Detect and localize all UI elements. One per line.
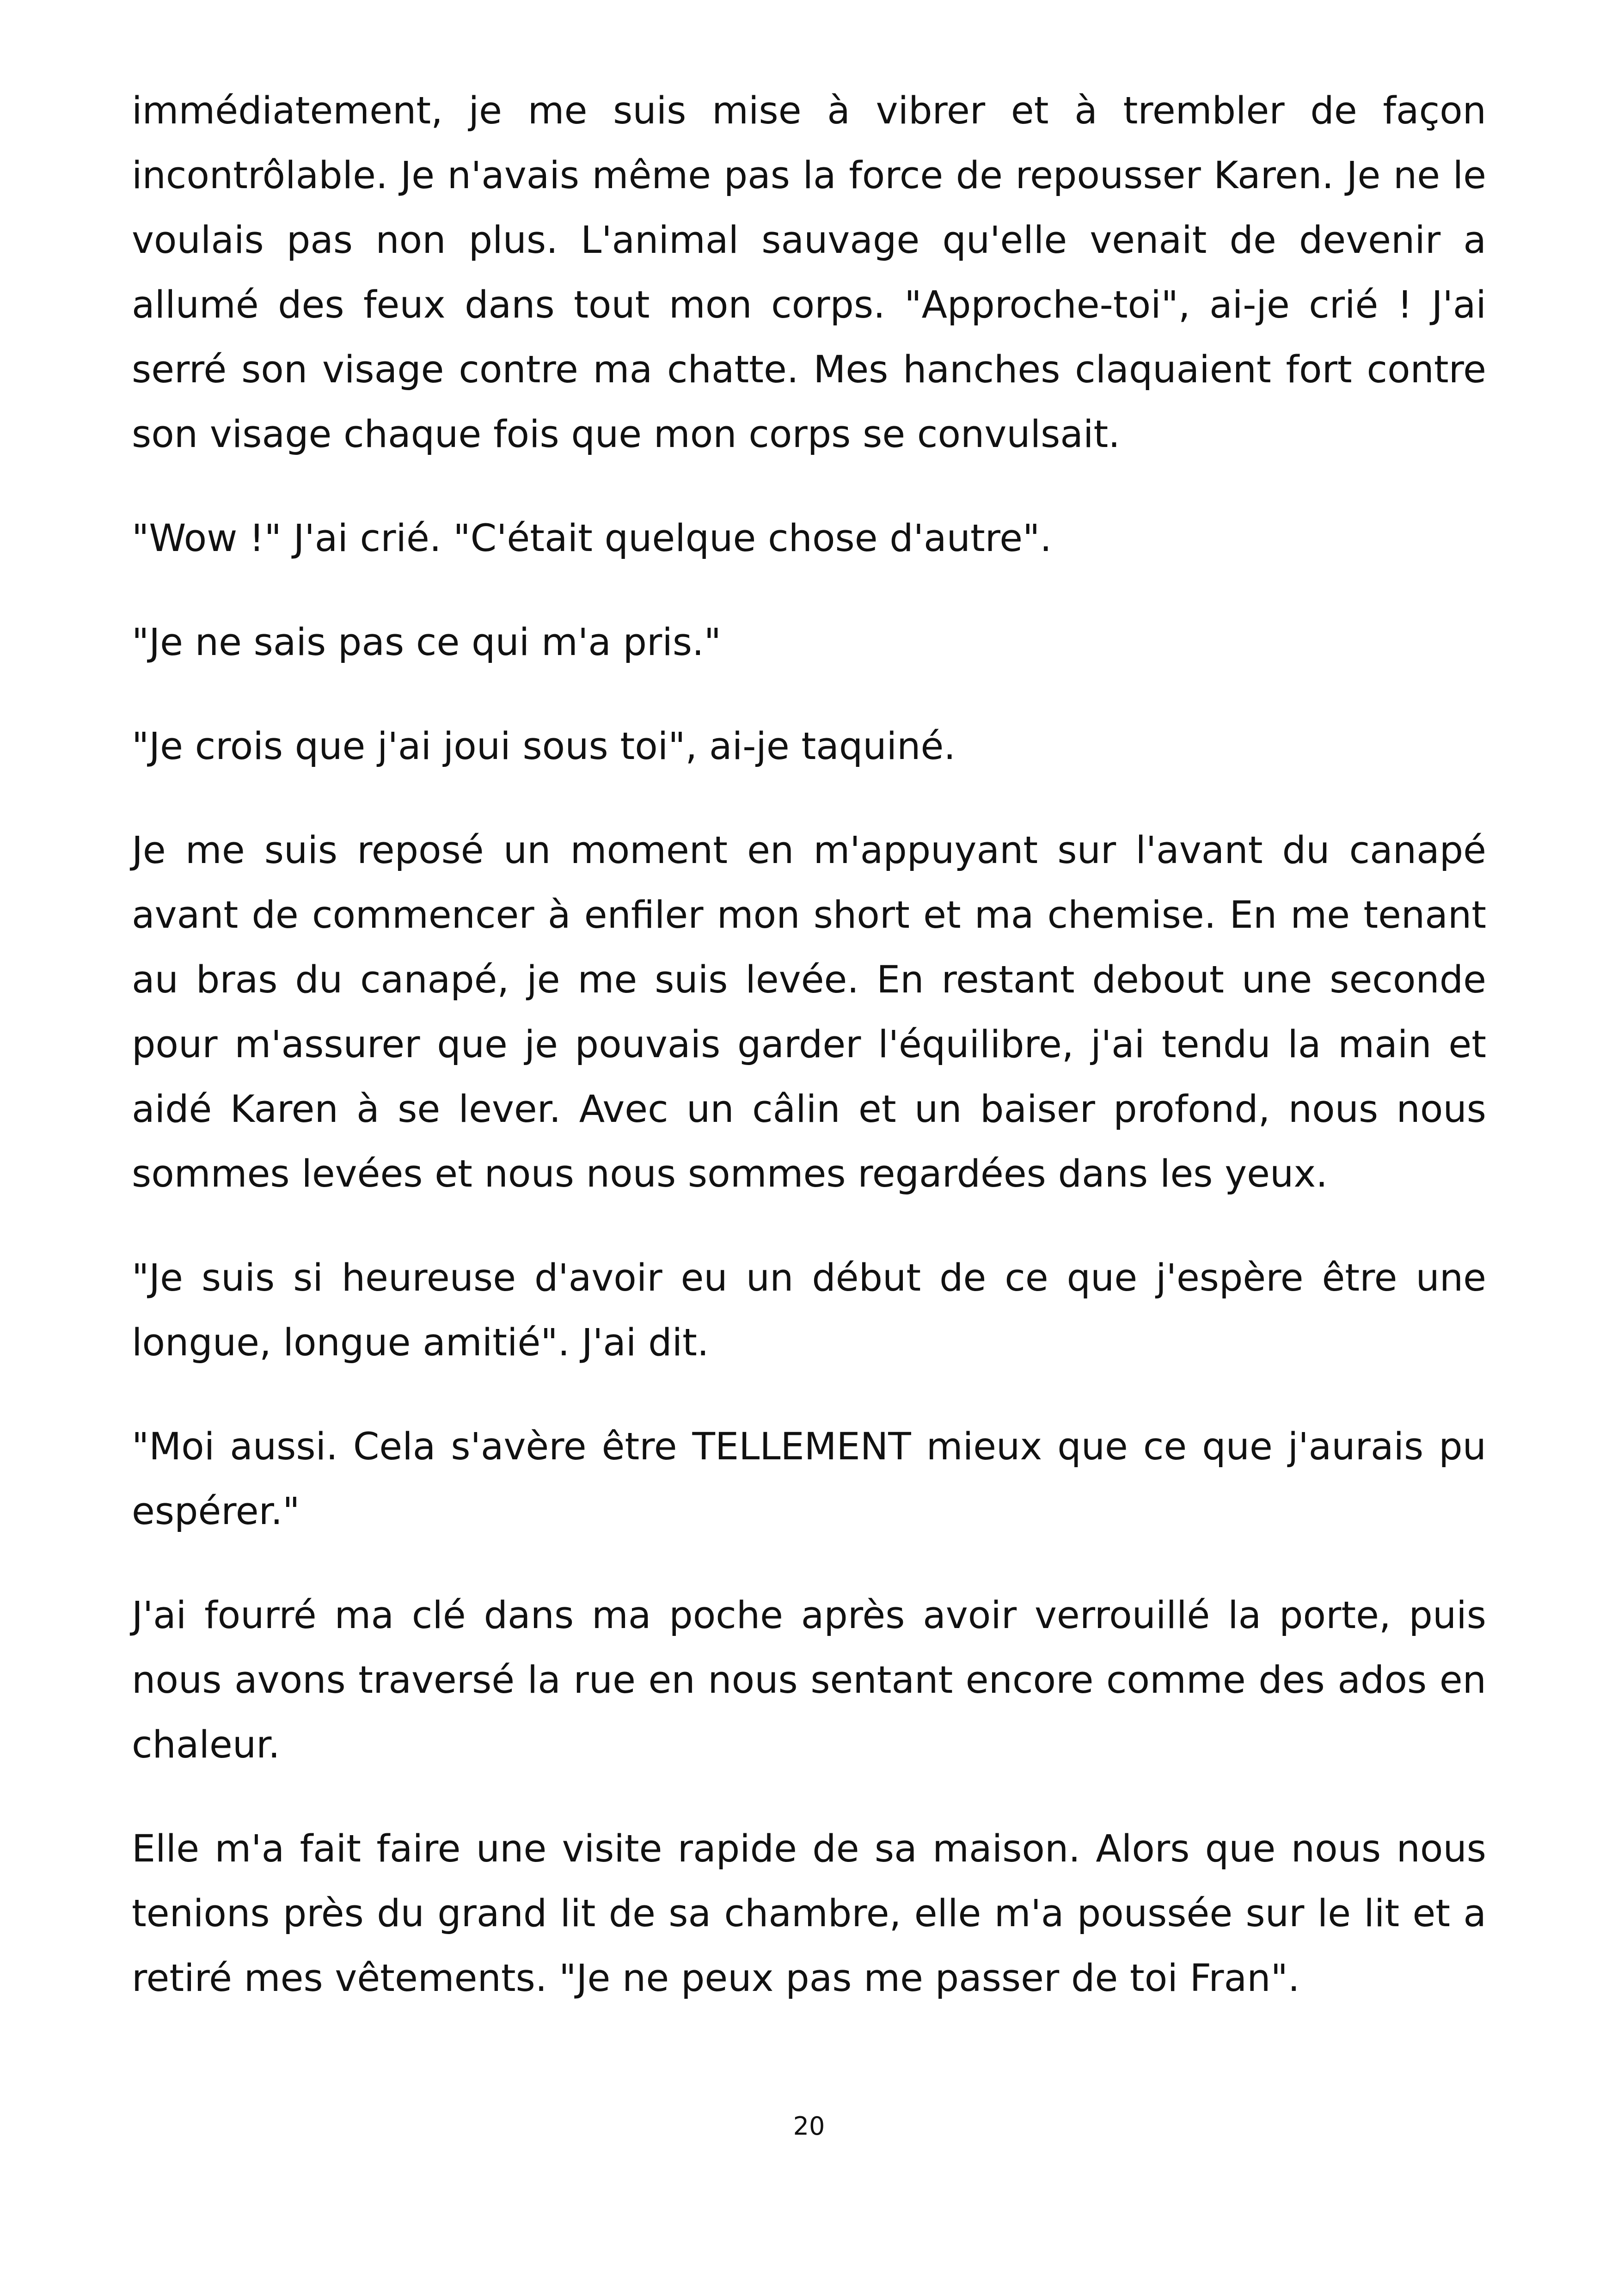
page-body [132, 79, 1486, 2050]
paragraph-8: J'ai fourré ma clé dans ma poche après avoir verrouillé la porte, puis nous avons traversé la rue en nous sentant encore comme des ados en chaleur. [132, 1594, 1486, 1767]
paragraph-9: Elle m'a fait faire une visite rapide de sa maison. Alors que nous nous tenions près du grand lit de sa chambre, elle m'a poussée sur le lit et a retiré mes vêtements. "Je ne peux pas me passer de toi Fran". [132, 1827, 1486, 2000]
paragraph-1: immédiatement, je me suis mise à vibrer et à trembler de façon incontrôlable. Je n'avais même pas la force de repousser Karen. Je ne le voulais pas non plus. L'animal sauvage qu'elle venait de devenir a allumé des feux dans tout mon corps. "Approche-toi", ai-je crié ! J'ai serré son visage contre ma chatte. Mes hanches claquaient fort contre son visage chaque fois que mon corps se convulsait. [132, 89, 1486, 456]
paragraph-2: "Wow !" J'ai crié. "C'était quelque chose d'autre". [132, 517, 1052, 560]
page-number: 20 [793, 2112, 825, 2141]
paragraph-3: "Je ne sais pas ce qui m'a pris." [132, 621, 722, 664]
paragraph-7: "Moi aussi. Cela s'avère être TELLEMENT mieux que ce que j'aurais pu espérer." [132, 1425, 1486, 1533]
paragraph-5: Je me suis reposé un moment en m'appuyant sur l'avant du canapé avant de commencer à enfiler mon short et ma chemise. En me tenant au bras du canapé, je me suis levée. En restant debout une seconde pour m'assurer que je pouvais garder l'équilibre, j'ai tendu la main et aidé Karen à se lever. Avec un câlin et un baiser profond, nous nous sommes levées et nous nous sommes regardées dans les yeux. [132, 829, 1486, 1196]
paragraph-4: "Je crois que j'ai joui sous toi", ai-je taquiné. [132, 725, 956, 768]
paragraph-6: "Je suis si heureuse d'avoir eu un début de ce que j'espère être une longue, longue amitié". J'ai dit. [132, 1256, 1486, 1365]
